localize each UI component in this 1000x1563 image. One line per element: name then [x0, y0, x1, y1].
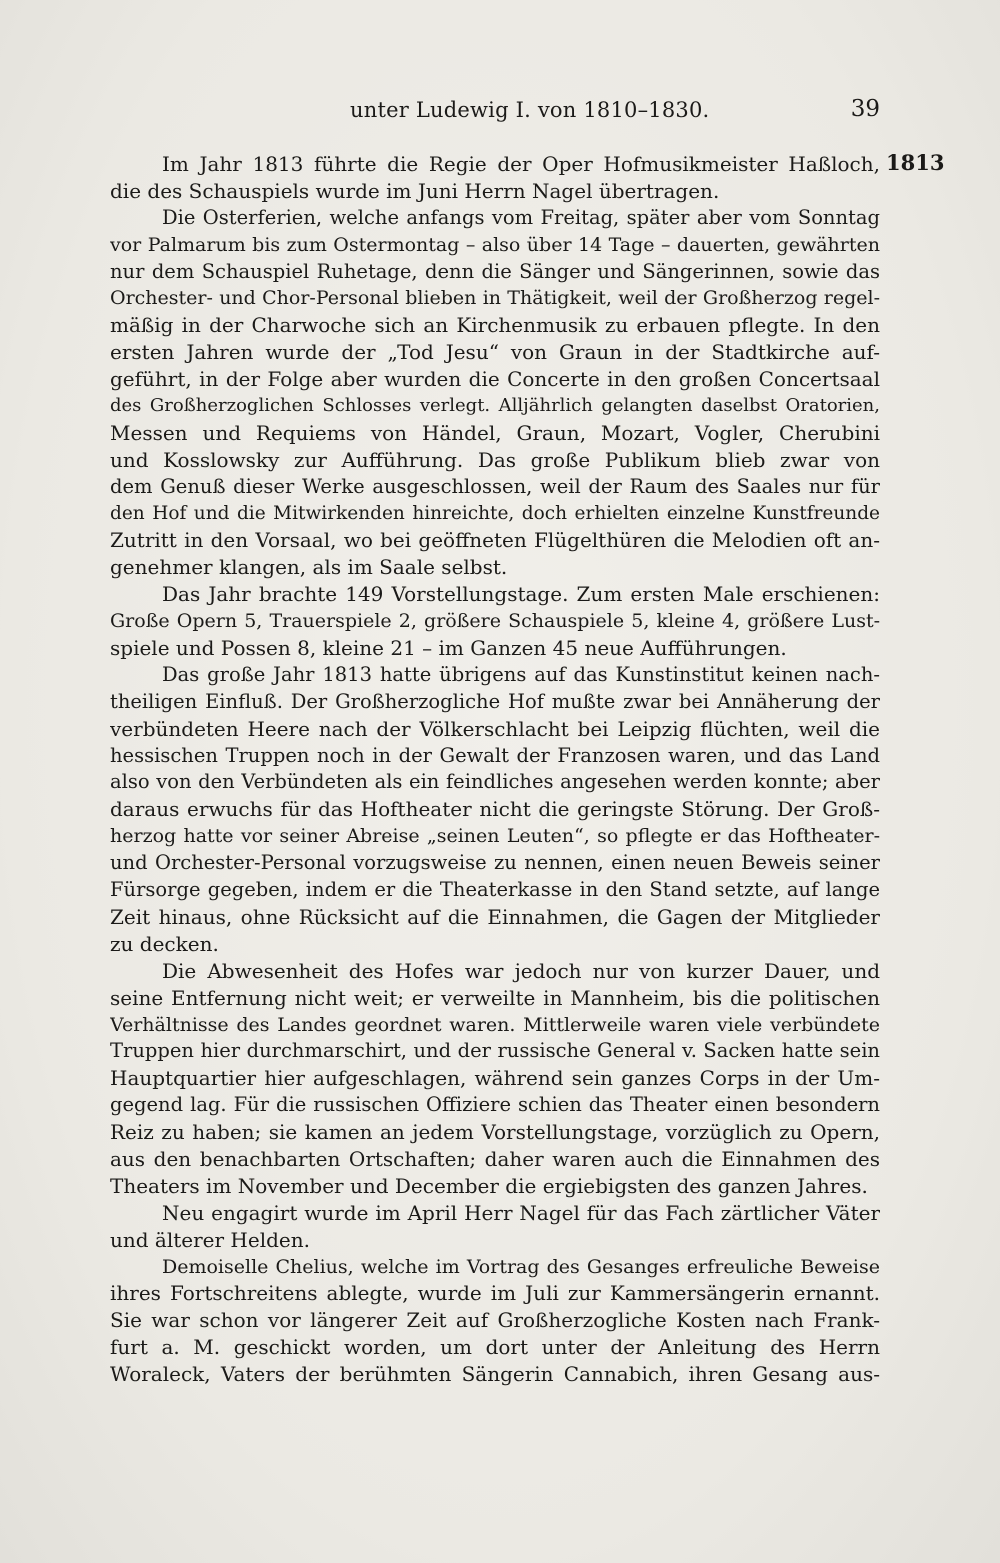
text-line: Die Osterferien, welche anfangs vom Freitag, später aber vom Sonntag	[162, 205, 880, 229]
text-line: den Hof und die Mitwirkenden hinreichte, doch erhielten einzelne Kunstfreunde	[110, 502, 880, 524]
text-line: Orchester- und Chor-Personal blieben in Thätigkeit, weil der Großherzog regel-	[110, 287, 880, 310]
text-line: Sie war schon vor längerer Zeit auf Großherzogliche Kosten nach Frank-	[110, 1308, 880, 1333]
text-line: zu decken.	[110, 931, 219, 956]
text-line: furt a. M. geschickt worden, um dort unter der Anleitung des Herrn	[110, 1335, 880, 1360]
text-line: Messen und Requiems von Händel, Graun, Mozart, Vogler, Cherubini	[110, 420, 880, 445]
text-line: Fürsorge gegeben, indem er die Theaterkasse in den Stand setzte, auf lange	[110, 878, 880, 902]
text-line: theiligen Einfluß. Der Großherzogliche Hof mußte zwar bei Annäherung der	[110, 689, 880, 713]
text-line: nur dem Schauspiel Ruhetage, denn die Sänger und Sängerinnen, sowie das	[110, 259, 880, 283]
text-line: vor Palmarum bis zum Ostermontag – also über 14 Tage – dauerten, gewährten	[110, 233, 880, 256]
text-line: Neu engagirt wurde im April Herr Nagel für das Fach zärtlicher Väter	[162, 1200, 880, 1225]
text-line: Reiz zu haben; sie kamen an jedem Vorstellungstage, vorzüglich zu Opern,	[110, 1120, 880, 1145]
text-line: genehmer klangen, als im Saale selbst.	[110, 555, 508, 580]
text-line: verbündeten Heere nach der Völkerschlacht bei Leipzig flüchten, weil die	[110, 716, 880, 741]
text-line: geführt, in der Folge aber wurden die Concerte in den großen Concertsaal	[110, 367, 880, 392]
text-line: Theaters im November und December die ergiebigsten des ganzen Jahres.	[110, 1173, 868, 1198]
text-line: Das große Jahr 1813 hatte übrigens auf das Kunstinstitut keinen nach-	[162, 662, 880, 686]
text-line: Im Jahr 1813 führte die Regie der Oper Hofmusikmeister Haßloch,	[162, 152, 880, 176]
text-line: Große Opern 5, Trauerspiele 2, größere Schauspiele 5, kleine 4, größere Lust-	[110, 610, 880, 633]
text-line: Das Jahr brachte 149 Vorstellungstage. Zum ersten Male erschienen:	[162, 582, 880, 607]
text-line: und älterer Helden.	[110, 1227, 310, 1252]
text-line: also von den Verbündeten als ein feindliches angesehen werden konnte; aber	[110, 770, 880, 794]
text-line: und Kosslowsky zur Aufführung. Das große Publikum blieb zwar von	[110, 447, 880, 472]
text-line: seine Entfernung nicht weit; er verweilte in Mannheim, bis die politischen	[110, 985, 880, 1010]
text-line: Truppen hier durchmarschirt, und der russische General v. Sacken hatte sein	[110, 1039, 880, 1063]
running-title: unter Ludewig I. von 1810–1830.	[350, 98, 710, 122]
text-line: hessischen Truppen noch in der Gewalt der Franzosen waren, und das Land	[110, 743, 880, 767]
text-line: gegend lag. Für die russischen Offiziere schien das Theater einen besondern	[110, 1093, 880, 1117]
text-line: Zutritt in den Vorsaal, wo bei geöffneten Flügelthüren die Melodien oft an-	[110, 528, 880, 553]
page-number: 39	[850, 96, 880, 122]
text-line: daraus erwuchs für das Hoftheater nicht die geringste Störung. Der Groß-	[110, 797, 880, 822]
text-line: aus den benachbarten Ortschaften; daher waren auch die Einnahmen des	[110, 1146, 880, 1171]
text-line: ersten Jahren wurde der „Tod Jesu“ von Graun in der Stadtkirche auf-	[110, 340, 880, 365]
text-line: Hauptquartier hier aufgeschlagen, während sein ganzes Corps in der Um-	[110, 1066, 880, 1091]
text-line: spiele und Possen 8, kleine 21 – im Ganzen 45 neue Aufführungen.	[110, 636, 787, 661]
text-line: Verhältnisse des Landes geordnet waren. Mittlerweile waren viele verbündete	[110, 1013, 880, 1036]
text-line: ihres Fortschreitens ablegte, wurde im Juli zur Kammersängerin ernannt.	[110, 1281, 880, 1306]
text-line: Demoiselle Chelius, welche im Vortrag des Gesanges erfreuliche Beweise	[162, 1255, 880, 1278]
text-line: herzog hatte vor seiner Abreise „seinen Leuten“, so pflegte er das Hoftheater-	[110, 825, 880, 848]
text-line: des Großherzoglichen Schlosses verlegt. Alljährlich gelangten daselbst Oratorien,	[110, 395, 880, 417]
text-line: Die Abwesenheit des Hofes war jedoch nur von kurzer Dauer, und	[162, 958, 880, 983]
text-line: die des Schauspiels wurde im Juni Herrn Nagel übertragen.	[110, 178, 720, 203]
text-line: mäßig in der Charwoche sich an Kirchenmusik zu erbauen pflegte. In den	[110, 313, 880, 338]
text-line: und Orchester-Personal vorzugsweise zu nennen, einen neuen Beweis seiner	[110, 851, 880, 875]
page-header	[110, 96, 880, 130]
body-text	[110, 151, 880, 1388]
margin-year-note: 1813	[886, 150, 945, 175]
text-line: Woraleck, Vaters der berühmten Sängerin Cannabich, ihren Gesang aus-	[110, 1362, 880, 1387]
text-line: dem Genuß dieser Werke ausgeschlossen, weil der Raum des Saales nur für	[110, 474, 880, 498]
text-line: Zeit hinaus, ohne Rücksicht auf die Einnahmen, die Gagen der Mitglieder	[110, 904, 880, 929]
